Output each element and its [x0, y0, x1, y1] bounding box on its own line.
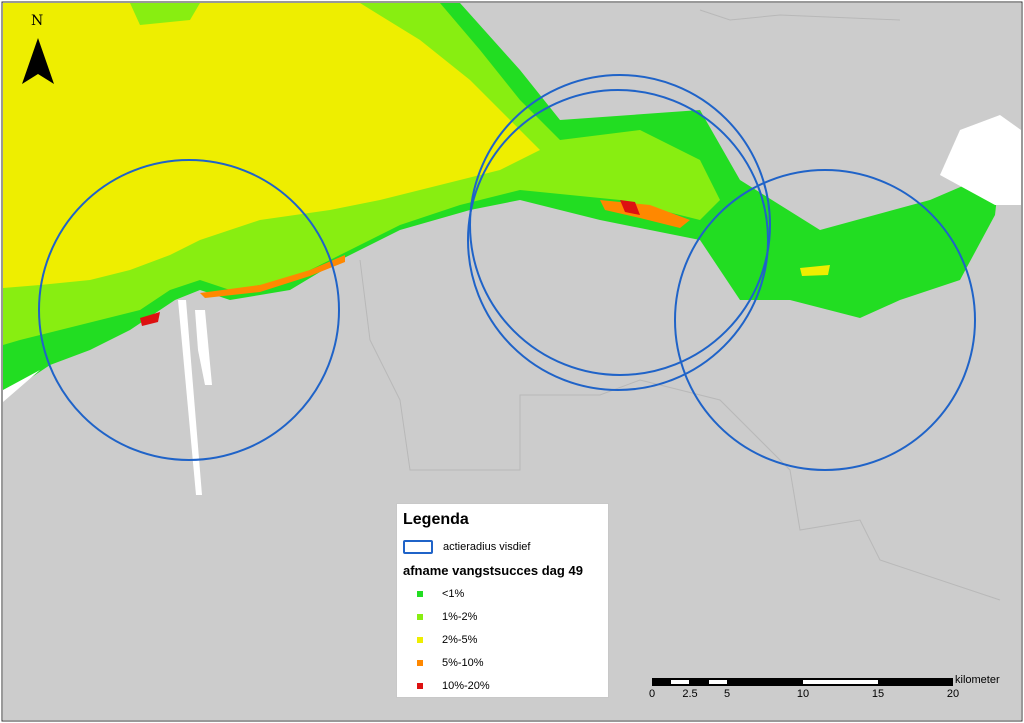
north-label: N [31, 13, 44, 29]
legend-swatch [417, 591, 423, 597]
legend-swatch [417, 614, 423, 620]
legend-swatch [417, 683, 423, 689]
legend-item-label: 1%-2% [442, 611, 478, 623]
legend-swatch [417, 637, 423, 643]
scale-tick: 5 [723, 688, 731, 700]
scale-unit: kilometer [955, 674, 1000, 686]
legend-title: Legenda [403, 511, 469, 528]
scale-tick: 0 [648, 688, 656, 700]
scale-bar [650, 674, 1020, 714]
legend-item-label: 10%-20% [442, 680, 490, 692]
legend-item-label: 2%-5% [442, 634, 478, 646]
legend-subtitle: afname vangstsucces dag 49 [403, 563, 583, 578]
legend [396, 503, 609, 698]
scale-tick: 2.5 [682, 688, 698, 700]
scale-tick: 15 [871, 688, 885, 700]
radius-swatch [403, 540, 433, 554]
legend-item-label: 5%-10% [442, 657, 484, 669]
legend-item-label: <1% [442, 588, 465, 600]
legend-swatch [417, 660, 423, 666]
scale-tick: 10 [796, 688, 810, 700]
radius-label: actieradius visdief [443, 541, 531, 553]
scale-tick: 20 [946, 688, 960, 700]
